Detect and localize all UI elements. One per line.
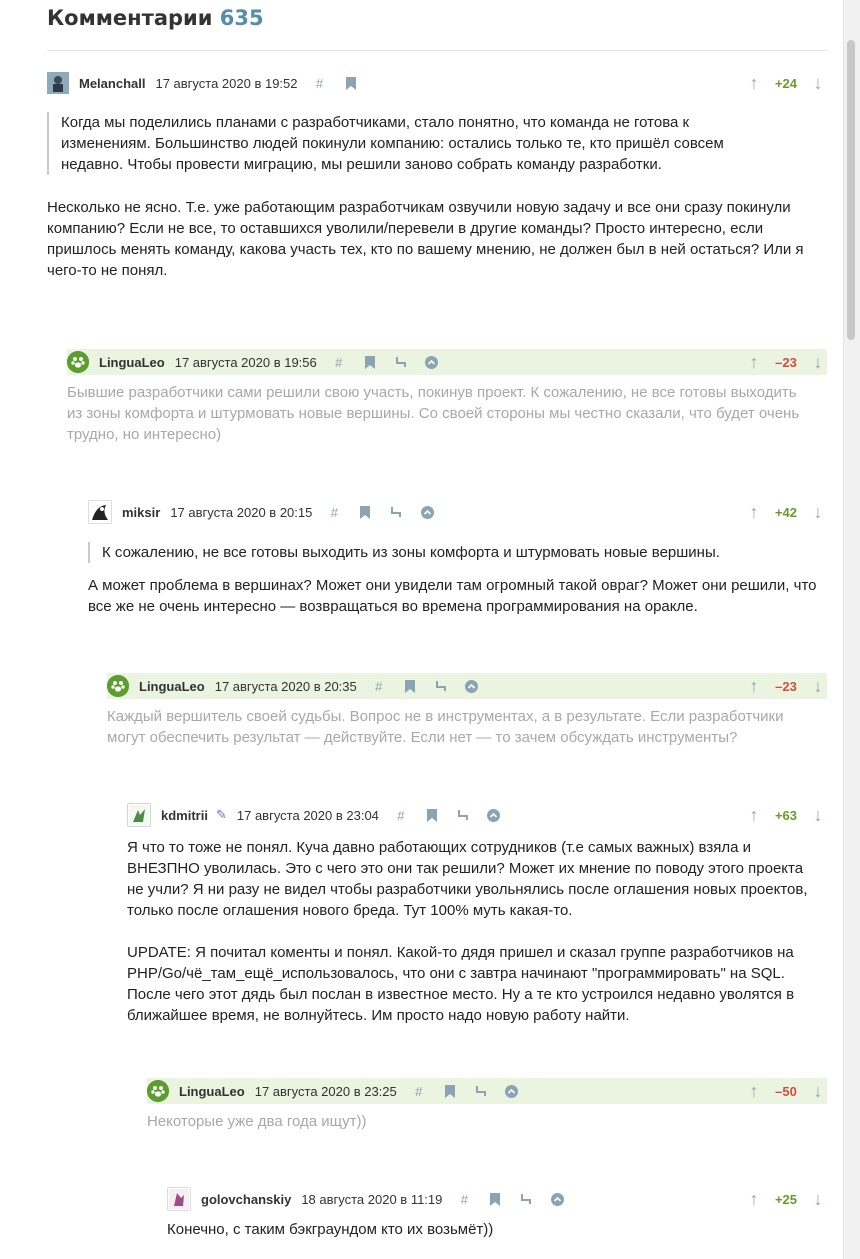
vote-down-icon[interactable]: ↓ [813,804,823,825]
comment-text: Некоторые уже два года ищут)) [147,1113,367,1130]
comment-header [67,349,827,375]
permalink-icon[interactable]: # [375,678,383,694]
comments-title: Комментарии [47,6,213,30]
bookmark-icon[interactable] [362,353,378,371]
comment-quote [88,542,802,563]
comment-score: –50 [775,1083,797,1099]
comment-body [88,575,818,617]
comment [47,70,827,281]
avatar[interactable] [147,1080,169,1102]
comment-text: Несколько не ясно. Т.е. уже работающим разработчикам озвучили новую задачу и все они сразу покинули компанию? Если не все, то оставшихся уволили/перевели в другие команды? Просто интересно, если пришлось менять команду, какова участь тех, кто по вашему мнению, не должен был в ней остаться? Или я чего-то не понял. [47,199,804,279]
comment-score: +63 [774,807,798,823]
vote-up-icon[interactable]: ↑ [749,72,759,93]
quote-text: К сожалению, не все готовы выходить из зоны комфорта и штурмовать новые вершины. [102,544,720,561]
comment-score: –23 [775,354,797,370]
scroll-up-icon[interactable] [549,1190,565,1208]
comment-text: Бывшие разработчики сами решили свою участь, покинув проект. К сожалению, не все готовы выходить из зоны комфорта и штурмовать новые вершины. Со своей стороны мы честно сказали, что будет очень трудно, но интересно) [67,384,800,443]
comment-date[interactable]: 17 августа 2020 в 23:25 [254,1083,397,1099]
comments-count[interactable]: 635 [219,6,264,30]
username[interactable]: LinguaLeo [179,1083,245,1099]
username[interactable]: golovchanskiy [201,1191,292,1207]
comment-quote [47,112,761,175]
vote-up-icon[interactable]: ↑ [749,1188,759,1209]
username[interactable]: kdmitrii [161,807,208,823]
comment-header [147,1078,827,1104]
vote-up-icon[interactable]: ↑ [749,351,759,372]
reply-parent-icon[interactable] [455,806,471,824]
comment-score: +24 [774,75,798,91]
vote-down-icon[interactable]: ↓ [813,1188,823,1209]
comment-text: Я что то тоже не понял. Куча давно работающих сотрудников (т.е самых важных) взяла и ВНЕЗПНО уволилась. Это с чего это они так решили? Может их мнение по поводу этого проекта не учли? Я ни разу не видел чтобы разработчики увольнялись после оглашения новых проектов, только после оглашения нового бреда. Тут 100% муть какая-то. [127,839,808,919]
reply-parent-icon[interactable] [388,503,404,521]
comment-text: Каждый вершитель своей судьбы. Вопрос не в инструментах, а в результате. Если разработчики могут обеспечить результат — действуйте. Если нет — то зачем обсуждать инструменты? [107,708,784,746]
comment-score: +25 [774,1191,798,1207]
avatar[interactable] [167,1187,191,1211]
scroll-up-icon[interactable] [419,503,435,521]
vote-down-icon[interactable]: ↓ [813,1080,823,1101]
scroll-up-icon[interactable] [486,806,502,824]
avatar[interactable] [47,72,69,94]
avatar[interactable] [88,500,112,524]
scrollbar-thumb[interactable] [847,40,855,340]
comment-header [88,499,827,525]
permalink-icon[interactable]: # [315,75,324,91]
vote-down-icon[interactable]: ↓ [813,351,823,372]
comment-header [47,70,827,96]
comments-header [47,6,827,51]
comment-date[interactable]: 17 августа 2020 в 19:56 [174,354,317,370]
reply-parent-icon[interactable] [473,1082,489,1100]
comment-date[interactable]: 17 августа 2020 в 20:35 [214,678,357,694]
comment [107,673,827,748]
comment-date[interactable]: 17 августа 2020 в 20:15 [170,504,313,520]
comment-score: +42 [774,504,798,520]
bookmark-icon[interactable] [442,1082,458,1100]
vote-down-icon[interactable]: ↓ [813,675,823,696]
edit-pencil-icon: ✎ [215,807,227,822]
scroll-up-icon[interactable] [464,677,480,695]
bookmark-icon[interactable] [487,1190,503,1208]
reply-parent-icon[interactable] [433,677,449,695]
vote-up-icon[interactable]: ↑ [749,1080,759,1101]
bookmark-icon[interactable] [343,74,359,92]
permalink-icon[interactable]: # [460,1191,468,1207]
vote-up-icon[interactable]: ↑ [749,804,759,825]
scrollbar[interactable] [843,0,860,1259]
bookmark-icon[interactable] [357,503,373,521]
comment-body [127,837,822,1026]
permalink-icon[interactable]: # [335,354,343,370]
comment-body [47,197,817,281]
avatar[interactable] [107,675,129,697]
comment-text: Конечно, с таким бэкграундом кто их возьмёт)) [167,1221,494,1238]
reply-parent-icon[interactable] [393,353,409,371]
comment-date[interactable]: 17 августа 2020 в 23:04 [236,807,379,823]
quote-text: Когда мы поделились планами с разработчиками, стало понятно, что команда не готова к изменениям. Большинство людей покинули компанию: остались только те, кто пришёл совсем недавно. Чтобы провести миграцию, мы решили заново собрать команду разработки. [61,114,724,173]
comment-text: А может проблема в вершинах? Может они увидели там огромный такой овраг? Может они решили, что все же не очень интересно — возвращаться во времена программирования на оракле. [88,577,817,615]
comment [147,1078,827,1132]
comment-header [127,802,827,828]
comment-date[interactable]: 18 августа 2020 в 11:19 [301,1191,443,1207]
reply-parent-icon[interactable] [518,1190,534,1208]
permalink-icon[interactable]: # [330,504,338,520]
permalink-icon[interactable]: # [415,1083,423,1099]
avatar[interactable] [67,351,89,373]
username[interactable]: LinguaLeo [139,678,205,694]
comment-body [147,1111,817,1132]
bookmark-icon[interactable] [424,806,440,824]
username[interactable]: miksir [122,504,161,520]
comment-header [107,673,827,699]
comment-text-update: UPDATE: Я почитал коменты и понял. Какой-то дядя пришел и сказал группе разработчиков на PHP/Go/чё_там_ещё_использовалось, что они с завтра начинают "программировать" на SQL. После чего этот дядь был послан в известное место. Ну а те кто устроился недавно уволятся в ближайшее время, не волнуйтесь. Им просто надо новую работу найти. [127,944,795,1024]
permalink-icon[interactable]: # [397,807,405,823]
vote-up-icon[interactable]: ↑ [749,675,759,696]
comment-score: –23 [775,678,797,694]
vote-down-icon[interactable]: ↓ [813,72,823,93]
vote-down-icon[interactable]: ↓ [813,501,823,522]
comment-body [67,382,812,445]
comment-body [107,706,817,748]
scroll-up-icon[interactable] [424,353,440,371]
comment [167,1186,827,1240]
username[interactable]: LinguaLeo [99,354,165,370]
comment [88,499,827,617]
vote-up-icon[interactable]: ↑ [749,501,759,522]
comment-header [167,1186,827,1212]
scroll-up-icon[interactable] [504,1082,520,1100]
comment-date[interactable]: 17 августа 2020 в 19:52 [155,75,298,91]
avatar[interactable] [127,803,151,827]
comment-body [167,1219,817,1240]
comment [127,802,827,1026]
comment [67,349,827,445]
bookmark-icon[interactable] [402,677,418,695]
username[interactable]: Melanchall [79,75,146,91]
